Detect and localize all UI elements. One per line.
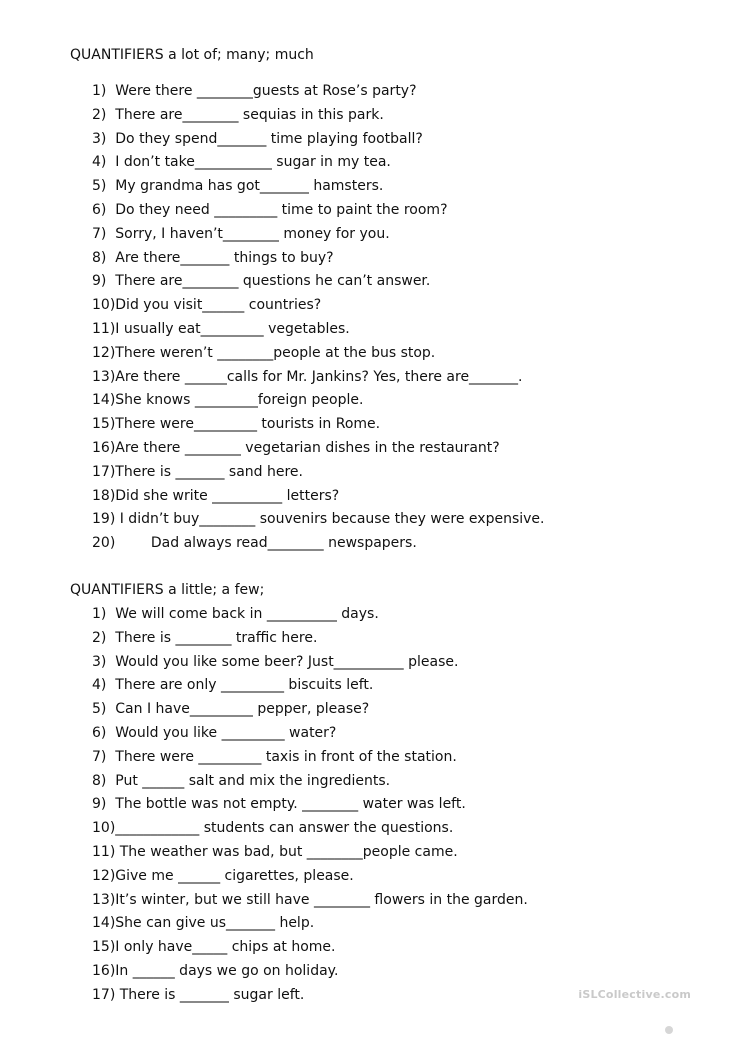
section2-title: QUANTIFIERS a little; a few; <box>70 582 265 598</box>
item-number: 2) <box>92 629 107 646</box>
exercise-item <box>92 770 528 794</box>
item-number: 1) <box>92 606 107 622</box>
item-number: 5) <box>92 178 107 195</box>
exercise-item <box>92 366 544 390</box>
item-sentence: There is _______ sugar left. <box>115 986 305 1003</box>
item-sentence: I didn’t buy________ souvenirs because they were expensive. <box>115 511 545 528</box>
section1-exercise-list <box>92 80 544 556</box>
item-number: 10) <box>92 820 116 837</box>
item-sentence: The weather was bad, but ________people came. <box>115 843 458 860</box>
item-number: 11) <box>92 320 116 337</box>
item-sentence: There are only _________ biscuits left. <box>106 677 374 694</box>
exercise-item <box>92 627 528 651</box>
item-sentence: There were _________ taxis in front of the station. <box>106 748 457 765</box>
item-sentence: There is _______ sand here. <box>115 463 303 480</box>
exercise-item <box>92 889 528 913</box>
item-number: 14) <box>92 392 116 409</box>
exercise-item <box>92 936 528 960</box>
item-number: 16) <box>92 962 116 979</box>
item-sentence: Sorry, I haven’t________ money for you. <box>106 225 390 242</box>
item-sentence: ____________ students can answer the questions. <box>115 820 454 837</box>
item-sentence: Are there_______ things to buy? <box>106 249 334 266</box>
item-number: 4) <box>92 154 107 171</box>
item-sentence: I usually eat_________ vegetables. <box>115 320 350 337</box>
item-number: 7) <box>92 225 107 242</box>
item-number: 11) <box>92 843 116 860</box>
item-sentence: Are there ________ vegetarian dishes in the restaurant? <box>115 439 500 456</box>
item-number: 6) <box>92 724 107 741</box>
exercise-item <box>92 841 528 865</box>
item-sentence: Can I have_________ pepper, please? <box>106 701 370 718</box>
exercise-item <box>92 342 544 366</box>
item-sentence: Do they need _________ time to paint the room? <box>106 201 448 218</box>
item-sentence: There were_________ tourists in Rome. <box>115 416 381 433</box>
exercise-item <box>92 912 528 936</box>
item-number: 3) <box>92 130 107 147</box>
item-number: 7) <box>92 748 107 765</box>
item-sentence: Dad always read________ newspapers. <box>115 535 417 552</box>
item-sentence: Did you visit______ countries? <box>115 297 322 314</box>
item-number: 1) <box>92 83 107 99</box>
exercise-item <box>92 960 528 984</box>
exercise-item <box>92 603 528 627</box>
item-number: 15) <box>92 939 116 956</box>
exercise-item <box>92 485 544 509</box>
item-number: 18) <box>92 487 116 504</box>
item-sentence: I don’t take___________ sugar in my tea. <box>106 154 391 171</box>
decorative-dot <box>665 1026 673 1034</box>
exercise-item <box>92 294 544 318</box>
watermark-logo: iSLCollective.com <box>578 988 691 1001</box>
exercise-item <box>92 151 544 175</box>
item-sentence: The bottle was not empty. ________ water was left. <box>106 796 466 813</box>
item-number: 4) <box>92 677 107 694</box>
exercise-item <box>92 80 544 104</box>
item-number: 19) <box>92 511 116 528</box>
item-number: 17) <box>92 463 116 480</box>
exercise-item <box>92 722 528 746</box>
item-sentence: I only have_____ chips at home. <box>115 939 336 956</box>
item-sentence: In ______ days we go on holiday. <box>115 962 339 979</box>
item-number: 10) <box>92 297 116 314</box>
item-number: 6) <box>92 201 107 218</box>
exercise-item <box>92 247 544 271</box>
item-sentence: Give me ______ cigarettes, please. <box>115 867 354 884</box>
item-sentence: It’s winter, but we still have ________ flowers in the garden. <box>115 891 528 908</box>
item-sentence: Were there ________guests at Rose’s party? <box>106 83 417 99</box>
exercise-item <box>92 532 544 556</box>
item-number: 5) <box>92 701 107 718</box>
exercise-item <box>92 128 544 152</box>
item-number: 2) <box>92 106 107 123</box>
section1-title: QUANTIFIERS a lot of; many; much <box>70 47 314 63</box>
exercise-item <box>92 865 528 889</box>
exercise-item <box>92 270 544 294</box>
item-number: 8) <box>92 249 107 266</box>
item-sentence: She can give us_______ help. <box>115 915 315 932</box>
item-sentence: There is ________ traffic here. <box>106 629 318 646</box>
section2-exercise-list <box>92 603 528 1008</box>
exercise-item <box>92 437 544 461</box>
item-sentence: There weren’t ________people at the bus stop. <box>115 344 436 361</box>
item-number: 16) <box>92 439 116 456</box>
item-sentence: Would you like _________ water? <box>106 724 337 741</box>
exercise-item <box>92 199 544 223</box>
item-number: 12) <box>92 867 116 884</box>
item-number: 9) <box>92 273 107 290</box>
item-number: 17) <box>92 986 116 1003</box>
exercise-item <box>92 104 544 128</box>
item-number: 20) <box>92 535 116 552</box>
item-number: 13) <box>92 891 116 908</box>
item-sentence: There are________ questions he can’t answer. <box>106 273 431 290</box>
exercise-item <box>92 508 544 532</box>
item-sentence: Would you like some beer? Just__________ please. <box>106 653 459 670</box>
item-sentence: Do they spend_______ time playing football? <box>106 130 423 147</box>
item-number: 12) <box>92 344 116 361</box>
item-number: 13) <box>92 368 116 385</box>
exercise-item <box>92 984 528 1008</box>
exercise-item <box>92 461 544 485</box>
item-number: 8) <box>92 772 107 789</box>
exercise-item <box>92 793 528 817</box>
item-number: 3) <box>92 653 107 670</box>
exercise-item <box>92 389 544 413</box>
exercise-item <box>92 674 528 698</box>
exercise-item <box>92 318 544 342</box>
exercise-item <box>92 746 528 770</box>
exercise-item <box>92 651 528 675</box>
item-sentence: She knows _________foreign people. <box>115 392 364 409</box>
exercise-item <box>92 413 544 437</box>
item-sentence: Did she write __________ letters? <box>115 487 340 504</box>
item-number: 14) <box>92 915 116 932</box>
item-sentence: There are________ sequias in this park. <box>106 106 384 123</box>
exercise-item <box>92 175 544 199</box>
exercise-item <box>92 817 528 841</box>
item-number: 15) <box>92 416 116 433</box>
item-sentence: We will come back in __________ days. <box>106 606 379 622</box>
item-sentence: Put ______ salt and mix the ingredients. <box>106 772 391 789</box>
item-sentence: My grandma has got_______ hamsters. <box>106 178 384 195</box>
item-number: 9) <box>92 796 107 813</box>
exercise-item <box>92 698 528 722</box>
exercise-item <box>92 223 544 247</box>
item-sentence: Are there ______calls for Mr. Jankins? Yes, there are_______. <box>115 368 523 385</box>
